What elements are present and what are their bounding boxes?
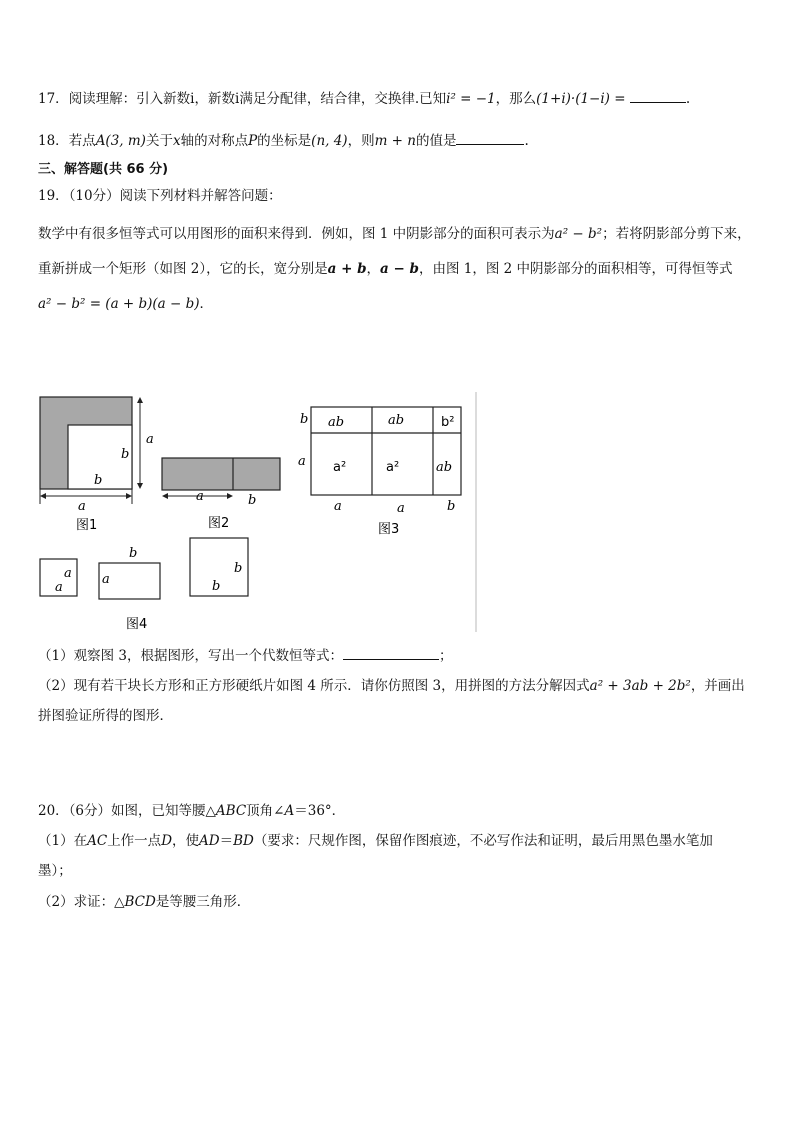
- q19-paragraph-2: [38, 259, 733, 279]
- q20-value: ＝36°．: [294, 803, 346, 819]
- fig3-cell-3: b²: [441, 415, 455, 430]
- fig4-square-b-bottom: b: [212, 579, 221, 594]
- q18-expr: m + n: [374, 133, 416, 149]
- q20-angle: A: [284, 803, 295, 819]
- q20-points: （6分）: [68, 803, 112, 819]
- q18-t4: ，则: [347, 133, 375, 149]
- q19-identity: a² − b² = (a + b)(a − b): [38, 296, 200, 312]
- q20-sub1h: BD: [233, 833, 254, 849]
- q18-p: P: [248, 133, 258, 149]
- q17-tail: .: [685, 91, 691, 107]
- fig3-cell-6: ab: [436, 460, 453, 475]
- q19-p1b: a² − b²: [554, 226, 603, 242]
- q19-p2c: ，: [366, 261, 381, 277]
- q19-paragraph-1: [38, 224, 751, 244]
- fig4-rect-a: a: [102, 572, 110, 587]
- q19-sub2-d: 拼图验证所得的图形．: [38, 708, 173, 724]
- q18-tail: .: [524, 133, 529, 149]
- q19-p2a: 重新拼成一个矩形（如图 2），它的长，宽分别是: [38, 261, 328, 277]
- q20-sub-1-cont: [38, 861, 72, 881]
- q20-sub1e: ，使: [172, 833, 200, 849]
- q17-eq2: (1+i)·(1−i) =: [536, 91, 626, 107]
- fig3-left-a: a: [298, 454, 306, 469]
- fig3-left-b: b: [300, 412, 309, 427]
- fig4-caption: 图4: [126, 617, 148, 632]
- q20-sub1f: AD: [199, 833, 220, 849]
- fig3-cell-1: ab: [328, 415, 345, 430]
- q20-sub-2: [38, 892, 250, 912]
- q18-t3: 的坐标是: [257, 133, 312, 149]
- q19-p1c: ；若将阴影部分剪下来，: [602, 226, 751, 242]
- q20-sub1g: ＝: [219, 833, 234, 849]
- fig3-caption: 图3: [378, 522, 400, 537]
- q20-sub1d: D: [161, 833, 173, 849]
- q20-lead: 如图，已知等腰△: [111, 803, 216, 819]
- fig3-cell-2: ab: [388, 413, 405, 428]
- fig4-square-a-right: a: [64, 566, 72, 581]
- q20-sub2b: BCD: [124, 894, 156, 910]
- q17-lead: 阅读理解：引入新数i，新数i满足分配律，结合律，交换律.已知: [68, 91, 447, 107]
- q19-p2d: a − b: [380, 261, 419, 277]
- fig2-caption: 图2: [208, 516, 230, 531]
- q19-sub1-blank[interactable]: [343, 645, 439, 660]
- fig1-label-a: a: [146, 432, 154, 447]
- q19-points: （10分）: [68, 188, 120, 204]
- q20-sub1j: 墨）；: [38, 863, 72, 879]
- fig2-label-a: a: [196, 489, 204, 504]
- q18-lead: 若点: [68, 133, 96, 149]
- q20-mid: 顶角∠: [246, 803, 285, 819]
- fig4-square-a-bottom: a: [55, 580, 63, 595]
- q20-sub1i: （要求：尺规作图，保留作图痕迹，不必写作法和证明，最后用黑色墨水笔加: [253, 833, 713, 849]
- q17-mid: ，那么: [495, 91, 537, 107]
- q19-sub2-c: ，并画出: [690, 678, 745, 694]
- q17-eq1: i² = −1: [446, 91, 496, 107]
- q18-number: 18．: [38, 133, 69, 149]
- q19-sub-2: [38, 676, 745, 696]
- q17-number: 17．: [38, 91, 69, 107]
- q18-axis: x: [172, 133, 181, 149]
- fig1-caption: 图1: [76, 518, 98, 533]
- q18-t5: 的值是: [415, 133, 457, 149]
- question-19-header: [38, 186, 282, 206]
- q19-number: 19．: [38, 188, 69, 204]
- q20-number: 20．: [38, 803, 69, 819]
- q19-prompt: 阅读下列材料并解答问题：: [119, 188, 282, 204]
- question-17: [38, 88, 690, 109]
- question-20: [38, 801, 345, 821]
- q18-answer-blank[interactable]: [456, 130, 524, 145]
- fig4-square-b-right: b: [234, 561, 243, 576]
- q19-sub-2-cont: [38, 706, 173, 726]
- q19-p3-tail: ．: [199, 296, 214, 312]
- q18-coord-p: (n, 4): [311, 133, 348, 149]
- fig3-bottom-1: a: [334, 499, 342, 514]
- q20-sub2c: 是等腰三角形．: [155, 894, 251, 910]
- section-3-title: 三、解答题(共 66 分): [38, 162, 169, 177]
- fig4-rect-b: b: [129, 546, 138, 561]
- fig1-label-a-bottom: a: [78, 499, 86, 514]
- fig3-cell-4: a²: [333, 460, 347, 475]
- fig3-cell-5: a²: [386, 460, 400, 475]
- question-18: [38, 130, 529, 151]
- q19-sub2-text: （2）现有若干块长方形和正方形硬纸片如图 4 所示．请你仿照图 3，用拼图的方法分解因式: [38, 678, 590, 694]
- fig3-bottom-2: a: [397, 501, 405, 516]
- fig2-label-b: b: [248, 493, 257, 508]
- q20-sub1c: 上作一点: [107, 833, 162, 849]
- q19-p1a: 数学中有很多恒等式可以用图形的面积来得到．例如，图 1 中阴影部分的面积可表示为: [38, 226, 555, 242]
- fig3-bottom-3: b: [447, 499, 456, 514]
- q20-sub-1: [38, 831, 713, 851]
- q19-sub-1: [38, 645, 452, 666]
- q19-p2e: ，由图 1，图 2 中阴影部分的面积相等，可得恒等式: [418, 261, 733, 277]
- figures-panel: [36, 392, 478, 632]
- q18-t2: 轴的对称点: [180, 133, 249, 149]
- q18-t1: 关于: [145, 133, 173, 149]
- q20-triangle: ABC: [215, 803, 247, 819]
- q18-point-a: A(3, m): [95, 133, 146, 149]
- q19-p2b: a + b: [327, 261, 367, 277]
- q20-sub2a: （2）求证：△: [38, 894, 125, 910]
- q19-sub2-expr: a² + 3ab + 2b²: [589, 678, 691, 694]
- fig1-label-b-side: b: [121, 447, 130, 462]
- q20-sub1a: （1）在: [38, 833, 88, 849]
- q17-answer-blank[interactable]: [630, 88, 686, 103]
- fig1-label-b-bottom: b: [94, 473, 103, 488]
- q19-sub1-tail: ；: [438, 648, 453, 664]
- q19-sub1-text: （1）观察图 3，根据图形，写出一个代数恒等式：: [38, 648, 343, 664]
- q20-sub1b: AC: [87, 833, 108, 849]
- q19-paragraph-3: [38, 294, 213, 314]
